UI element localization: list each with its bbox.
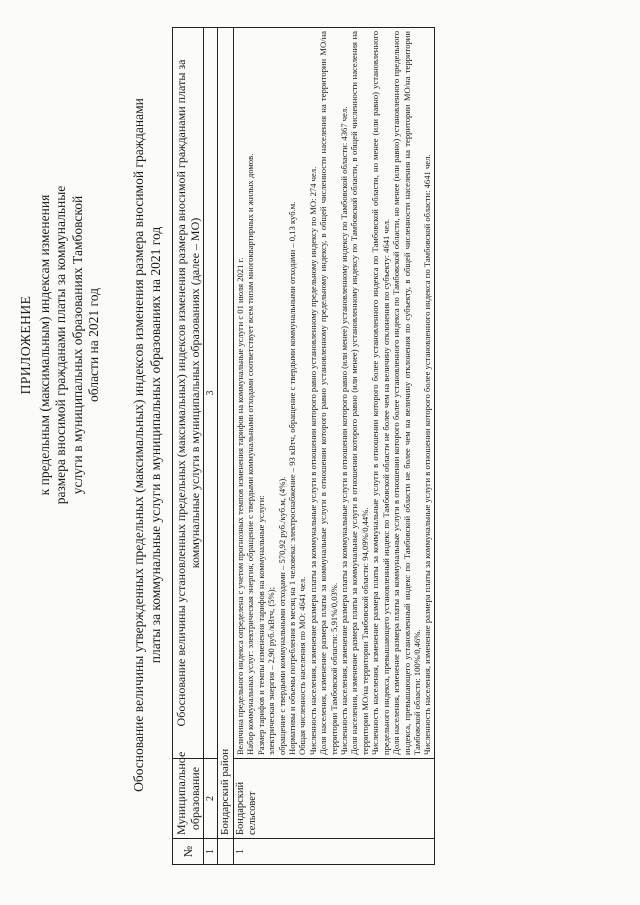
justification-paragraph: электрическая энергия – 2,90 руб./кВтч, (5%); bbox=[266, 587, 277, 755]
justification-paragraph: Нормативы и объемы потребления в месяц на 1 человека: электроснабжение – 93 кВтч, обращение с твердыми коммунальными отходами – 0,13 куб.м. bbox=[287, 201, 298, 755]
column-number-row bbox=[204, 28, 218, 865]
annex-line: размера вносимой гражданами платы за коммунальные bbox=[53, 185, 68, 505]
header-number: № bbox=[173, 839, 204, 865]
justification-paragraph: Размер тарифов и темпы изменения тарифов на коммунальные услуги: bbox=[255, 495, 266, 755]
document-title bbox=[130, 45, 164, 845]
column-number: 3 bbox=[204, 28, 218, 759]
header-justification: Обоснование величины установленных предельных (максимальных) индексов изменения размера вносимой гражданами платы за коммунальные услуги в муниципальных образованиях (далее – МО) bbox=[173, 28, 204, 759]
column-number: 1 bbox=[204, 839, 218, 865]
justification-paragraph: обращение с твердыми коммунальными отходами – 570,92 руб./куб.м, (4%). bbox=[276, 476, 287, 755]
annex-line: к предельным (максимальным) индексам изменения bbox=[36, 194, 52, 496]
justification-text bbox=[234, 28, 435, 759]
table-row bbox=[234, 28, 435, 865]
district-row bbox=[218, 28, 234, 865]
justification-paragraph: Численность населения, изменение размера платы за коммунальные услуги в отношении которого более установленного индекса по Тамбовской области: 4641 чел. bbox=[422, 154, 433, 755]
district-name: Бондарский район bbox=[218, 28, 234, 839]
justification-paragraph: Величина предельного индекса определена с учетом прогнозных темпов изменения тарифов на коммунальные услуги с 01 июля 2021 г. bbox=[235, 257, 245, 755]
document-title-line: платы за коммунальные услуги в муниципальных образованиях на 2021 год bbox=[148, 226, 163, 664]
document-title-line: Обоснование величины утвержденных предельных (максимальных) индексов изменения размера вносимой гражданами bbox=[131, 98, 146, 792]
table-header-row bbox=[173, 28, 204, 865]
annex-line: услуги в муниципальных образованиях Тамбовской bbox=[69, 195, 85, 495]
annex-header bbox=[18, 125, 103, 565]
justification-paragraph: Доля населения, изменение размера платы за коммунальные услуги в отношении которого более установленного индекса по Тамбовской области, но менее (или равно) установленного предельного индекса, превышающего установленный индекс по Тамбовской области не более чем на величину отклонения по субъекту, в общей численности населения на территории МО/на территории Тамбовской области: 100%/0,46%. bbox=[391, 31, 422, 755]
justification-paragraph: Набор коммунальных услуг: электрическая энергия, обращение с твердыми коммунальными отходами соответствует всем типам многоквартирных и жилых домов. bbox=[245, 153, 256, 755]
justification-paragraph: Доля населения, изменение размера платы за коммунальные услуги в отношении которого равно установленному предельному индексу, в общей численности населения на территории МО/на территории Тамбовской области: 5,91%/0,03%. bbox=[318, 31, 339, 755]
row-number: 1 bbox=[234, 839, 435, 865]
justification-table bbox=[172, 27, 435, 865]
annex-line: области на 2021 год bbox=[86, 288, 101, 402]
header-municipality: Муниципальное образование bbox=[173, 759, 204, 839]
municipality-name: Бондарский сельсовет bbox=[234, 759, 435, 839]
justification-paragraph: Численность населения, изменение размера платы за коммунальные услуги в отношении которого равно установленному предельному индексу по МО: 274 чел. bbox=[307, 166, 318, 755]
justification-paragraph: Численность населения, изменение размера платы за коммунальные услуги в отношении которого более установленного индекса по Тамбовской области, но менее (или равно) установленного предельного индекса, превышающего установленный индекс по Тамбовской области не более чем на величину отклонения по субъекту: 4641 чел. bbox=[370, 31, 391, 755]
annex-title: ПРИЛОЖЕНИЕ bbox=[18, 295, 33, 395]
column-number: 2 bbox=[204, 759, 218, 839]
justification-paragraph: Численность населения, изменение размера платы за коммунальные услуги в отношении которого равно (или менее) установленному индексу по Тамбовской области: 4367 чел. bbox=[339, 106, 350, 755]
justification-paragraph: Общая численность населения по МО: 4641 чел. bbox=[297, 576, 308, 755]
district-empty-cell bbox=[218, 839, 234, 865]
justification-paragraph: Доля населения, изменение размера платы за коммунальные услуги в отношении которого равно (или менее) установленному индексу по Тамбовской области, в общей численности населения на территории МО/на территории Тамбовской области: 94,09%/0,44%. bbox=[349, 31, 370, 755]
